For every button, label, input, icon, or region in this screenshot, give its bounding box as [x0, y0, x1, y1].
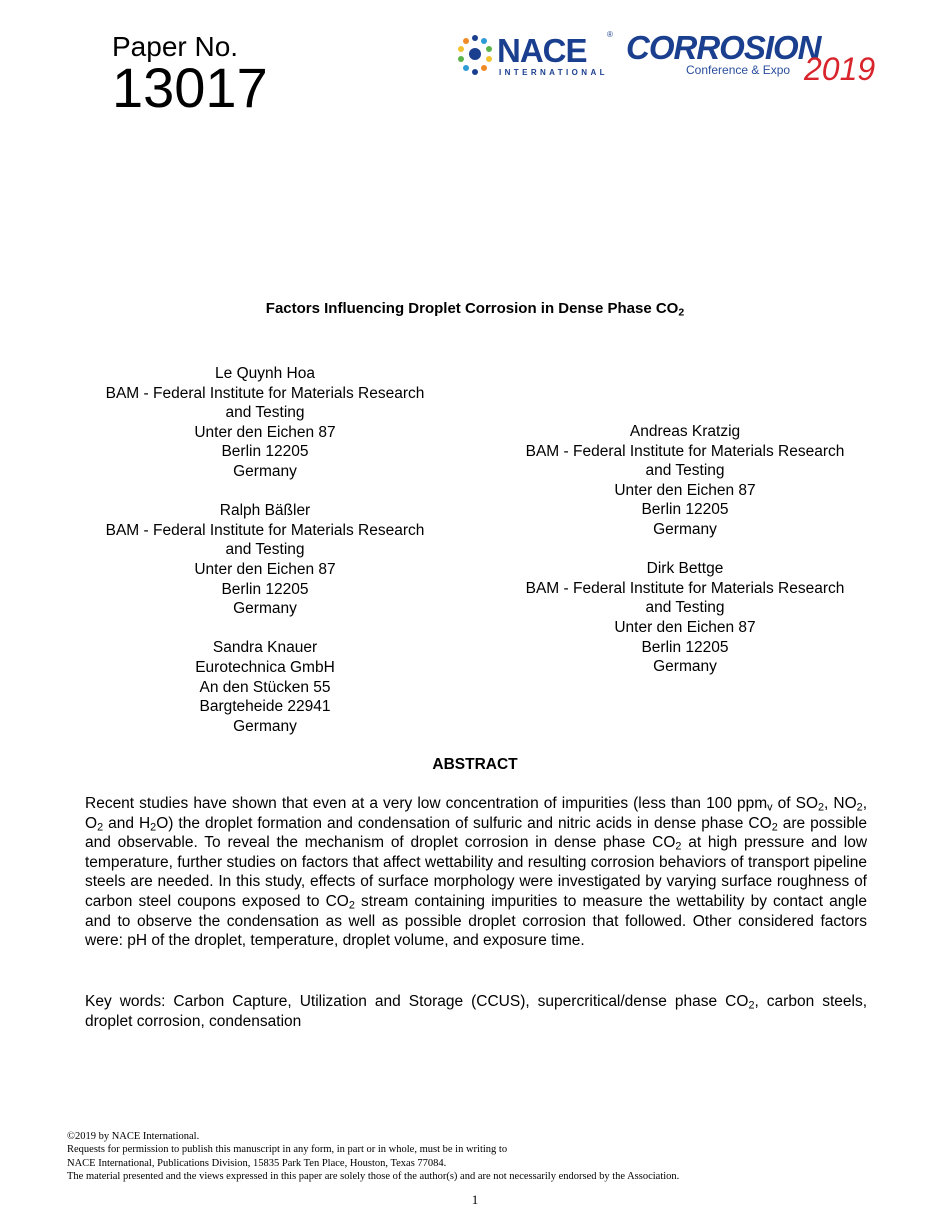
authors-right-column: [505, 422, 865, 696]
nace-logo-subtitle: INTERNATIONAL: [499, 68, 608, 77]
author-country: Germany: [653, 520, 717, 538]
keywords: [85, 992, 867, 1031]
keywords-text: , carbon steels, droplet corrosion, condensation: [85, 993, 868, 1030]
subscript-2: 2: [771, 821, 778, 834]
corrosion-logo-text: CORROSION: [626, 29, 821, 66]
author-block: [85, 501, 445, 619]
nace-registered-mark: ®: [607, 30, 613, 39]
subscript-2: 2: [748, 999, 755, 1012]
nace-logo: [455, 32, 615, 82]
abstract-text: , O: [85, 795, 867, 832]
author-country: Germany: [233, 717, 297, 735]
subscript-2: 2: [818, 801, 825, 814]
abstract-text: and H: [103, 814, 151, 832]
paper-label: Paper No.: [112, 31, 239, 62]
author-street: Unter den Eichen 87: [194, 560, 336, 578]
footer-line: The material presented and the views expressed in this paper are solely those of the author(s) and are not necessarily endorsed by the Association.: [67, 1170, 680, 1182]
paper-number: 13017: [112, 56, 268, 119]
author-affiliation: BAM - Federal Institute for Materials Research: [105, 384, 425, 402]
abstract-text: Recent studies have shown that even at a very low concentration of impurities (less than 100 ppm: [85, 795, 768, 812]
author-name: Le Quynh Hoa: [215, 365, 315, 382]
footer-line: Requests for permission to publish this manuscript in any form, in part or in whole, must be in writing to: [67, 1144, 508, 1156]
author-street: Unter den Eichen 87: [614, 618, 756, 636]
author-name: Andreas Kratzig: [629, 423, 741, 440]
footer-line: ©2019 by NACE International.: [67, 1131, 200, 1142]
abstract-text: are possible and observable. To reveal the mechanism of droplet corrosion in dense phase CO: [85, 814, 867, 852]
abstract-text: , NO: [824, 795, 857, 812]
subscript-2: 2: [856, 801, 863, 814]
author-affiliation-cont: and Testing: [645, 599, 725, 617]
title-text: Factors Influencing Droplet Corrosion in Dense Phase CO: [265, 300, 679, 317]
abstract-text: at high pressure and low temperature, further studies on factors that affect wettability and resulting corrosion behaviors of transport pipeline steels are needed. In this study, effects of surface morphology were investigated by varying surface roughness of carbon steel coupons exposed to CO: [85, 834, 868, 910]
title-subscript: 2: [678, 306, 685, 319]
author-country: Germany: [233, 462, 297, 480]
subscript-2: 2: [348, 899, 355, 912]
author-street: An den Stücken 55: [199, 678, 331, 696]
author-city: Berlin 12205: [641, 501, 729, 519]
keywords-text: Key words: Carbon Capture, Utilization and Storage (CCUS), supercritical/dense phase CO: [85, 993, 749, 1010]
abstract-heading: ABSTRACT: [432, 756, 518, 773]
abstract-body: [85, 794, 867, 951]
corrosion-logo-subtitle: Conference & Expo: [686, 63, 791, 77]
nace-globe-icon: [455, 32, 495, 80]
nace-logo-text: NACE: [497, 32, 587, 69]
author-block: [505, 422, 865, 540]
author-name: Ralph Bäßler: [219, 502, 311, 520]
subscript-2: 2: [675, 840, 682, 853]
subscript-v: v: [767, 801, 773, 814]
abstract-text: stream containing impurities to measure the wettability by contact angle and to observe the condensation as well as possible droplet corrosion that followed. Other considered factors were: pH of the droplet, temperature, droplet volume, and exposure time.: [85, 892, 867, 950]
corrosion-logo-year: 2019: [804, 51, 876, 87]
author-affiliation: BAM - Federal Institute for Materials Research: [525, 442, 845, 460]
authors-left-column: [85, 364, 445, 756]
author-name: Sandra Knauer: [212, 639, 318, 657]
abstract-text: O) the droplet formation and condensation of sulfuric and nitric acids in dense phase CO: [156, 814, 772, 832]
corrosion-2019-logo: [626, 30, 886, 90]
author-block: [505, 559, 865, 677]
author-affiliation: Eurotechnica GmbH: [195, 658, 335, 676]
author-city: Bargteheide 22941: [199, 698, 331, 716]
author-street: Unter den Eichen 87: [194, 423, 336, 441]
author-city: Berlin 12205: [641, 638, 729, 656]
paper-title: [0, 300, 950, 318]
footer-line: NACE International, Publications Division, 15835 Park Ten Place, Houston, Texas 77084.: [67, 1157, 447, 1169]
author-affiliation-cont: and Testing: [225, 404, 305, 422]
author-block: [85, 364, 445, 482]
author-block: [85, 638, 445, 736]
author-affiliation-cont: and Testing: [645, 462, 725, 480]
subscript-2: 2: [97, 821, 104, 834]
author-country: Germany: [233, 600, 297, 618]
abstract-text: of SO: [772, 795, 819, 812]
subscript-2: 2: [150, 821, 157, 834]
author-city: Berlin 12205: [221, 580, 309, 598]
author-street: Unter den Eichen 87: [614, 481, 756, 499]
author-country: Germany: [653, 658, 717, 676]
author-affiliation: BAM - Federal Institute for Materials Research: [525, 579, 845, 597]
author-city: Berlin 12205: [221, 443, 309, 461]
author-name: Dirk Bettge: [646, 560, 724, 578]
author-affiliation-cont: and Testing: [225, 541, 305, 559]
page-number: 1: [471, 1192, 479, 1207]
copyright-footer: [67, 1130, 679, 1183]
author-affiliation: BAM - Federal Institute for Materials Research: [105, 521, 425, 539]
